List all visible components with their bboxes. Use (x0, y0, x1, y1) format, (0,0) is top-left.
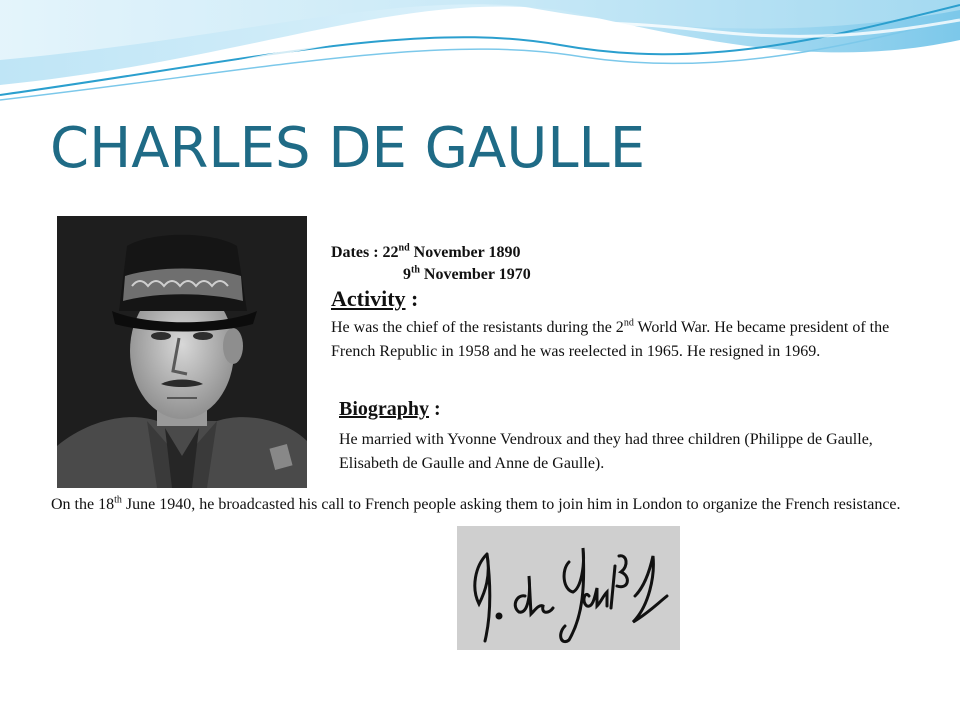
activity-heading-colon: : (405, 286, 419, 311)
portrait-photo (57, 216, 307, 488)
activity-heading-text: Activity (331, 286, 406, 311)
activity-text-part2: World War. He became president of the French Republic in 1958 and he was reelected in 1965. He resigned in 1969. (331, 319, 890, 360)
broadcast-text-part2: June 1940, he broadcasted his call to French people asking them to join him in London to organize the French resistance. (121, 496, 901, 513)
birth-date (331, 242, 531, 264)
signature-image (457, 526, 680, 650)
biography-heading-colon: : (429, 398, 441, 420)
activity-paragraph (331, 316, 891, 364)
page-title: CHARLES DE GAULLE (50, 116, 646, 181)
activity-text-part1: He was the chief of the resistants during the 2 (331, 319, 624, 336)
death-suffix: th (411, 264, 420, 276)
biography-heading (339, 398, 441, 421)
broadcast-text-part1: On the 18 (51, 496, 115, 513)
birth-rest: November 1890 (409, 244, 521, 261)
death-day: 9 (403, 266, 411, 283)
activity-heading (331, 286, 418, 312)
broadcast-paragraph (51, 492, 931, 517)
death-date (331, 264, 531, 286)
broadcast-text-sup: th (114, 494, 122, 506)
birth-day: 22 (382, 244, 399, 261)
biography-paragraph: He married with Yvonne Vendroux and they had three children (Philippe de Gaulle, Elisabeth de Gaulle and Anne de Gaulle). (339, 431, 873, 472)
dates-block (331, 242, 531, 286)
dates-label: Dates : (331, 244, 383, 261)
birth-suffix: nd (398, 242, 410, 254)
header-wave-decoration (0, 0, 960, 110)
death-rest: November 1970 (419, 266, 531, 283)
biography-heading-text: Biography (339, 398, 430, 420)
activity-text-sup: nd (623, 317, 634, 329)
